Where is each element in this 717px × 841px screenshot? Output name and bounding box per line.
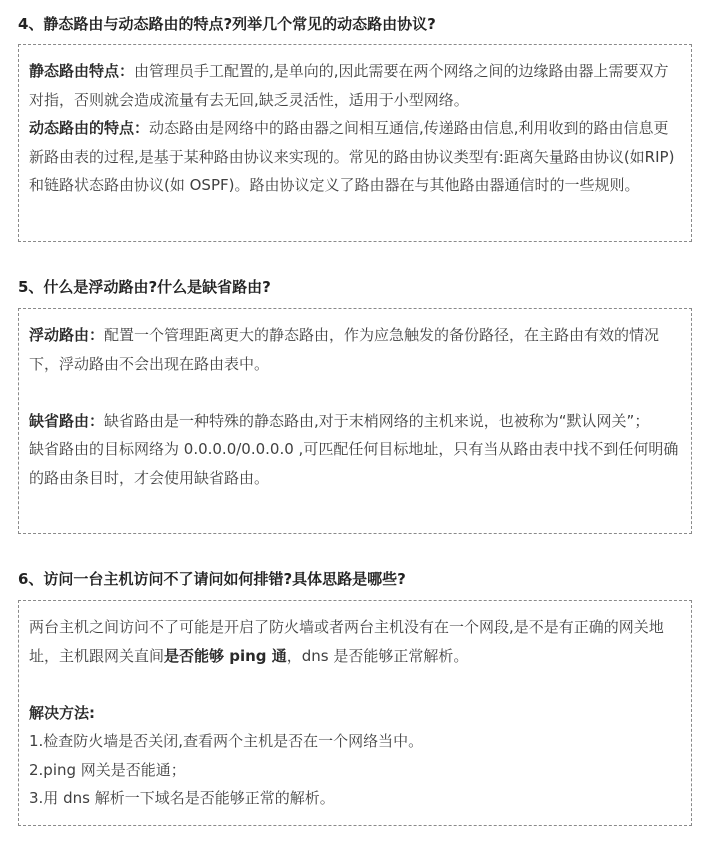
answer-5-box	[18, 308, 692, 534]
step-item: 1.检查防火墙是否关闭,查看两个主机是否在一个网络当中。	[29, 732, 424, 750]
static-route-text: 由管理员手工配置的,是单向的,因此需要在两个网络之间的边缘路由器上需要双方对指，否则就会造成流量有去无回,缺乏灵活性，适用于小型网络。	[29, 62, 669, 109]
dynamic-route-label: 动态路由的特点：	[29, 119, 150, 137]
troubleshoot-intro	[29, 613, 681, 670]
dynamic-route-text: 动态路由是网络中的路由器之间相互通信,传递路由信息,利用收到的路由信息更新路由表的过程,是基于某种路由协议来实现的。常见的路由协议类型有:距离矢量路由协议(如RIP)和链路状态路由协议(如 OSPF)。路由协议定义了路由器在与其他路由器通信时的一些规则。	[29, 119, 675, 194]
static-route-paragraph	[29, 57, 681, 114]
floating-route-paragraph	[29, 321, 681, 378]
question-5-title: 5、什么是浮动路由?什么是缺省路由?	[18, 278, 271, 296]
intro-bold: 是否能够 ping 通	[164, 646, 287, 665]
default-route-paragraph	[29, 407, 681, 436]
dynamic-route-paragraph	[29, 114, 681, 200]
static-route-label: 静态路由特点：	[29, 62, 135, 80]
default-route-label: 缺省路由：	[29, 411, 105, 430]
step-item: 2.ping 网关是否能通；	[29, 760, 186, 779]
solution-label: 解决方法:	[29, 703, 95, 722]
question-4-title: 4、静态路由与动态路由的特点?列举几个常见的动态路由协议?	[18, 15, 436, 33]
floating-route-text: 配置一个管理距离更大的静态路由，作为应急触发的备份路径，在主路由有效的情况下，浮动路由不会出现在路由表中。	[29, 326, 660, 373]
spacer	[29, 670, 681, 699]
intro-text-b: ，dns 是否能够正常解析。	[286, 646, 469, 665]
default-route-paragraph-2: 缺省路由的目标网络为 0.0.0.0/0.0.0.0 ,可匹配任何目标地址，只有当从路由表中找不到任何明确的路由条目时，才会使用缺省路由。	[29, 440, 679, 487]
default-route-text: 缺省路由是一种特殊的静态路由,对于末梢网络的主机来说，也被称为“默认网关”；	[104, 411, 650, 430]
answer-4-box	[18, 44, 692, 242]
intro-text-a: 两台主机之间访问不了可能是开启了防火墙或者两台主机没有在一个网段,是不是有正确的网关地址，主机跟网关直间	[29, 618, 664, 665]
question-6-title: 6、访问一台主机访问不了请问如何排错?具体思路是哪些?	[18, 570, 406, 588]
floating-route-label: 浮动路由：	[29, 326, 105, 344]
step-item: 3.用 dns 解析一下域名是否能够正常的解析。	[29, 789, 335, 807]
solution-heading	[29, 699, 681, 728]
answer-6-box	[18, 600, 692, 826]
spacer	[29, 378, 681, 407]
